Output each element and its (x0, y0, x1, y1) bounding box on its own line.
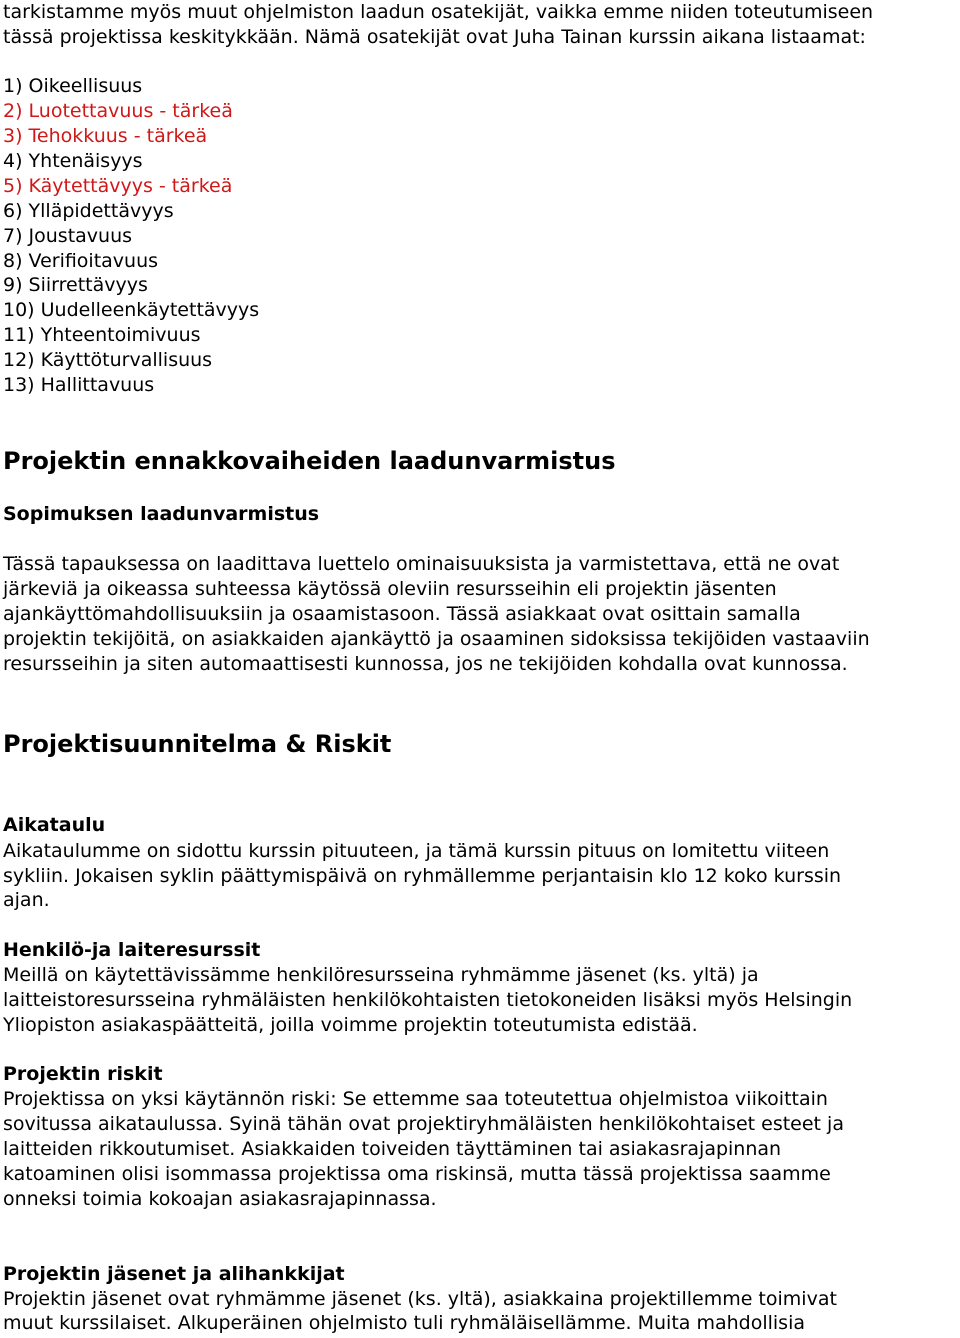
paragraph-line: Meillä on käytettävissämme henkilöresursseina ryhmämme jäsenet (ks. yltä) ja (3, 964, 759, 986)
paragraph-line: sykliin. Jokaisen syklin päättymispäivä on ryhmällemme perjantaisin klo 12 koko kurssin (3, 865, 842, 887)
paragraph-line: ajankäyttömahdollisuuksiin ja osaamistasoon. Tässä asiakkaat ovat osittain samalla (3, 603, 801, 625)
list-item: 8) Verifioitavuus (3, 250, 159, 272)
list-item: 11) Yhteentoimivuus (3, 324, 201, 346)
subheading-riskit: Projektin riskit (3, 1063, 163, 1085)
paragraph-line: resursseihin ja siten automaattisesti kunnossa, jos ne tekijöiden kohdalla ovat kunnossa. (3, 653, 848, 675)
subheading-aikataulu: Aikataulu (3, 814, 106, 836)
list-item: 5) Käytettävyys - tärkeä (3, 175, 233, 197)
list-item: 2) Luotettavuus - tärkeä (3, 100, 233, 122)
section-heading-ennakkovaiheet: Projektin ennakkovaiheiden laadunvarmistus (3, 447, 616, 475)
list-item: 12) Käyttöturvallisuus (3, 349, 213, 371)
paragraph-line: Aikataulumme on sidottu kurssin pituuteen, ja tämä kurssin pituus on lomitettu viiteen (3, 840, 830, 862)
intro-line-2: tässä projektissa keskitykkään. Nämä osatekijät ovat Juha Tainan kurssin aikana listaamat: (3, 26, 866, 48)
section-heading-projektisuunnitelma: Projektisuunnitelma & Riskit (3, 730, 392, 758)
paragraph-line: laitteiden rikkoutumiset. Asiakkaiden toiveiden täyttäminen tai asiakasrajapinnan (3, 1138, 782, 1160)
intro-line-1: tarkistamme myös muut ohjelmiston laadun osatekijät, vaikka emme niiden toteutumiseen (3, 1, 874, 23)
paragraph-line: Projektin jäsenet ovat ryhmämme jäsenet (ks. yltä), asiakkaina projektillemme toimivat (3, 1288, 837, 1310)
paragraph-line: järkeviä ja oikeassa suhteessa käytössä oleviin resursseihin eli projektin jäsenten (3, 578, 777, 600)
paragraph-line: onneksi toimia kokoajan asiakasrajapinnassa. (3, 1188, 437, 1210)
list-item: 4) Yhtenäisyys (3, 150, 143, 172)
paragraph-line: ajan. (3, 889, 50, 911)
paragraph-line: Yliopiston asiakaspäätteitä, joilla voimme projektin toteutumista edistää. (3, 1014, 698, 1036)
list-item: 3) Tehokkuus - tärkeä (3, 125, 208, 147)
paragraph-line: laitteistoresursseina ryhmäläisten henkilökohtaisten tietokoneiden lisäksi myös Helsingin (3, 989, 853, 1011)
subheading-jasenet: Projektin jäsenet ja alihankkijat (3, 1263, 345, 1285)
list-item: 6) Ylläpidettävyys (3, 200, 174, 222)
paragraph-line: katoaminen olisi isommassa projektissa oma riskinsä, mutta tässä projektissa saamme (3, 1163, 831, 1185)
paragraph-line: Projektissa on yksi käytännön riski: Se ettemme saa toteutettua ohjelmistoa viikoittain (3, 1088, 828, 1110)
paragraph-line: sovitussa aikataulussa. Syinä tähän ovat projektiryhmäläisten henkilökohtaiset esteet ja (3, 1113, 844, 1135)
list-item: 13) Hallittavuus (3, 374, 155, 396)
list-item: 1) Oikeellisuus (3, 75, 143, 97)
paragraph-line: Tässä tapauksessa on laadittava luettelo ominaisuuksista ja varmistettava, että ne ovat (3, 553, 840, 575)
list-item: 9) Siirrettävyys (3, 274, 148, 296)
list-item: 10) Uudelleenkäytettävyys (3, 299, 260, 321)
subheading-resurssit: Henkilö-ja laiteresurssit (3, 939, 261, 961)
paragraph-line: projektin tekijöitä, on asiakkaiden ajankäyttö ja osaaminen sidoksissa tekijöiden vastaaviin (3, 628, 870, 650)
list-item: 7) Joustavuus (3, 225, 133, 247)
subheading-sopimus: Sopimuksen laadunvarmistus (3, 503, 320, 525)
paragraph-line: muut kurssilaiset. Alkuperäinen ohjelmisto tuli ryhmäläisellämme. Muita mahdollisia (3, 1312, 805, 1334)
